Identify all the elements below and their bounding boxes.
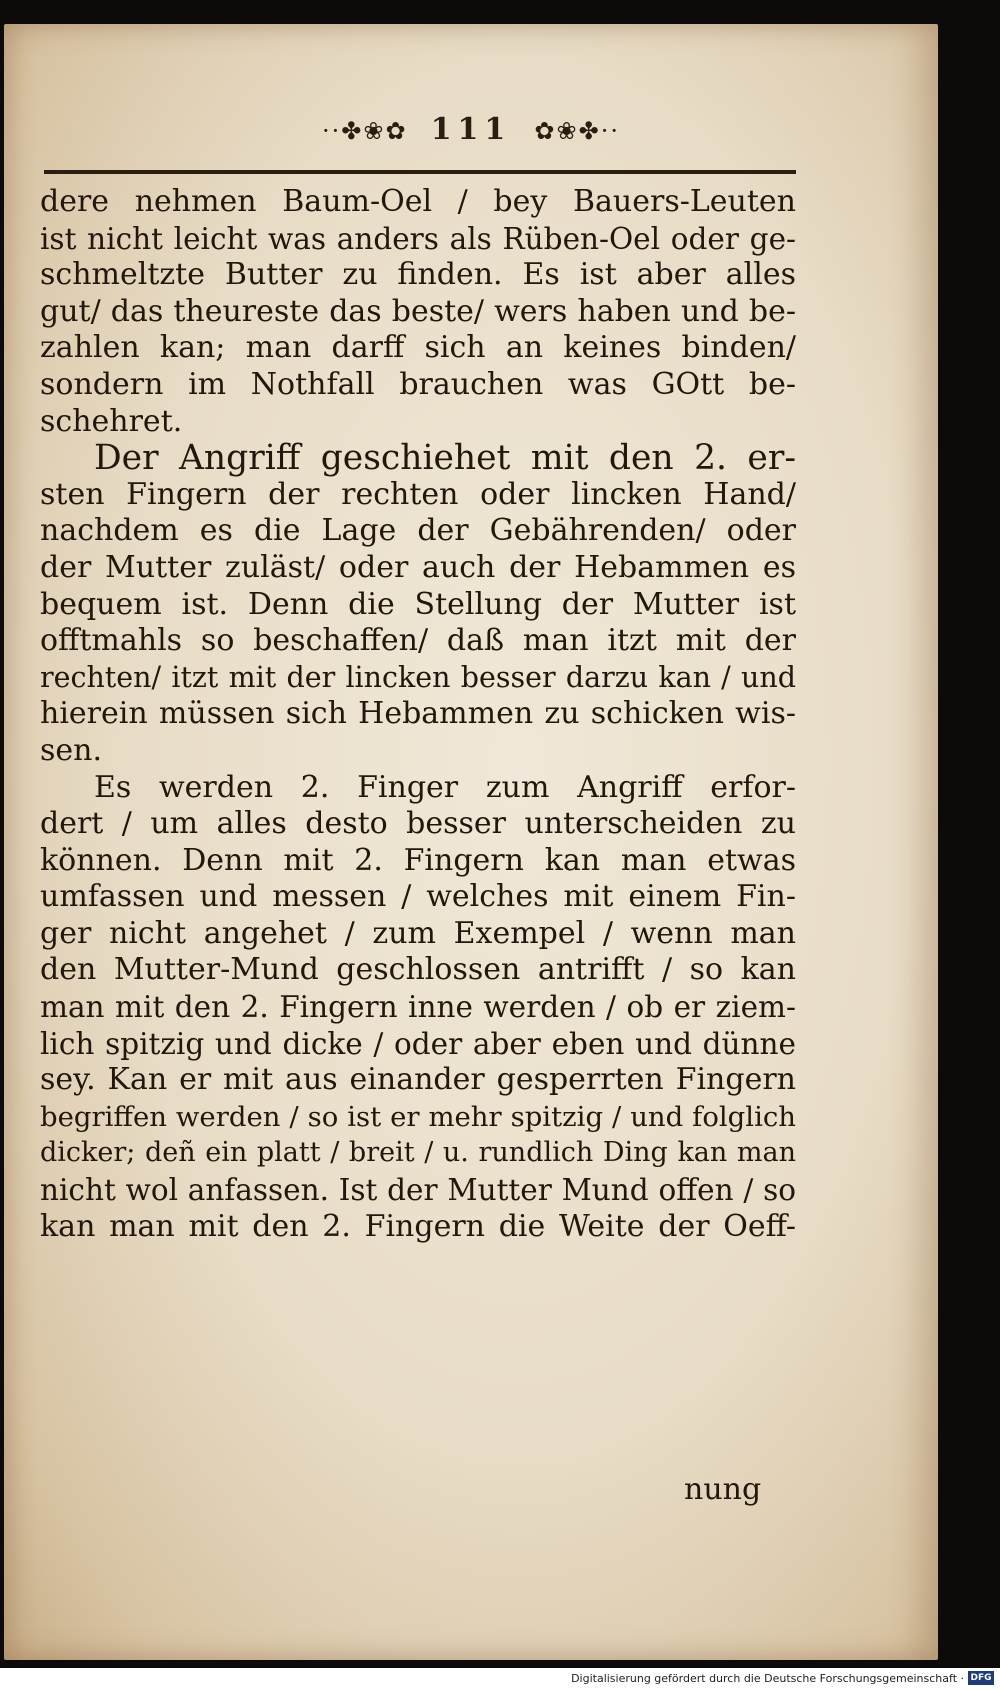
- text-line: hierein müssen sich Hebammen zu schicken wis-: [40, 696, 796, 732]
- text-line: können. Denn mit 2. Fingern kan man etwas: [40, 842, 796, 878]
- ornament-left-icon: ··✤❀✿: [322, 117, 408, 145]
- text-line: nachdem es die Lage der Gebährenden/ oder: [40, 513, 796, 549]
- paragraph-heading-line: Der Angriff geschiehet mit den 2. er-: [94, 438, 796, 479]
- text-line: man mit den 2. Fingern inne werden / ob er ziem-: [40, 990, 796, 1025]
- funding-note: Digitalisierung gefördert durch die Deutsche Forschungsgemeinschaft ·: [571, 1672, 964, 1685]
- text-line: schmeltzte Butter zu finden. Es ist aber alles: [40, 257, 796, 293]
- text-line: kan man mit den 2. Fingern die Weite der Oeff-: [40, 1208, 796, 1244]
- ornament-right-icon: ✿❀✤··: [534, 117, 620, 145]
- text-line: den Mutter-Mund geschlossen antrifft / so kan: [40, 952, 796, 988]
- text-line: schehret.: [40, 403, 183, 439]
- footer-bar: [0, 1668, 1000, 1690]
- text-line: bequem ist. Denn die Stellung der Mutter ist: [40, 586, 796, 622]
- page-number: 111: [430, 112, 512, 147]
- text-line: ist nicht leicht was anders als Rüben-Oel oder ge-: [40, 221, 796, 256]
- body-text: [40, 184, 796, 1245]
- text-line: umfassen und messen / welches mit einem Fin-: [40, 879, 796, 915]
- text-line: sten Fingern der rechten oder lincken Hand/: [40, 476, 796, 512]
- running-header: [4, 112, 938, 147]
- text-line: sen.: [40, 732, 103, 768]
- text-line: der Mutter zuläst/ oder auch der Hebammen es: [40, 549, 796, 585]
- text-line: nicht wol anfassen. Ist der Mutter Mund offen / so: [40, 1173, 796, 1208]
- text-line: begriffen werden / so ist er mehr spitzig / und folglich: [40, 1100, 796, 1133]
- text-line: offtmahls so beschaffen/ daß man itzt mit der: [40, 623, 796, 659]
- header-rule: [44, 170, 796, 174]
- dfg-logo-icon: DFG: [968, 1671, 994, 1685]
- text-line: lich spitzig und dicke / oder aber eben und dünne: [40, 1026, 796, 1061]
- text-line: sondern im Nothfall brauchen was GOtt be-: [40, 366, 796, 402]
- text-line: dere nehmen Baum-Oel / bey Bauers-Leuten: [40, 184, 796, 219]
- text-line: gut/ das theureste das beste/ wers haben und be-: [40, 293, 796, 329]
- text-line: rechten/ itzt mit der lincken besser darzu kan / und: [40, 660, 796, 694]
- text-line: sey. Kan er mit aus einander gesperrten Fingern: [40, 1062, 796, 1098]
- catchword: nung: [684, 1472, 762, 1507]
- text-line: Es werden 2. Finger zum Angriff erfor-: [94, 769, 796, 805]
- book-page: [4, 24, 938, 1660]
- text-line: zahlen kan; man darff sich an keines binden/: [40, 330, 796, 366]
- text-line: dicker; deñ ein platt / breit / u. rundlich Ding kan man: [40, 1137, 796, 1169]
- text-line: ger nicht angehet / zum Exempel / wenn man: [40, 915, 796, 951]
- text-line: dert / um alles desto besser unterscheiden zu: [40, 806, 796, 842]
